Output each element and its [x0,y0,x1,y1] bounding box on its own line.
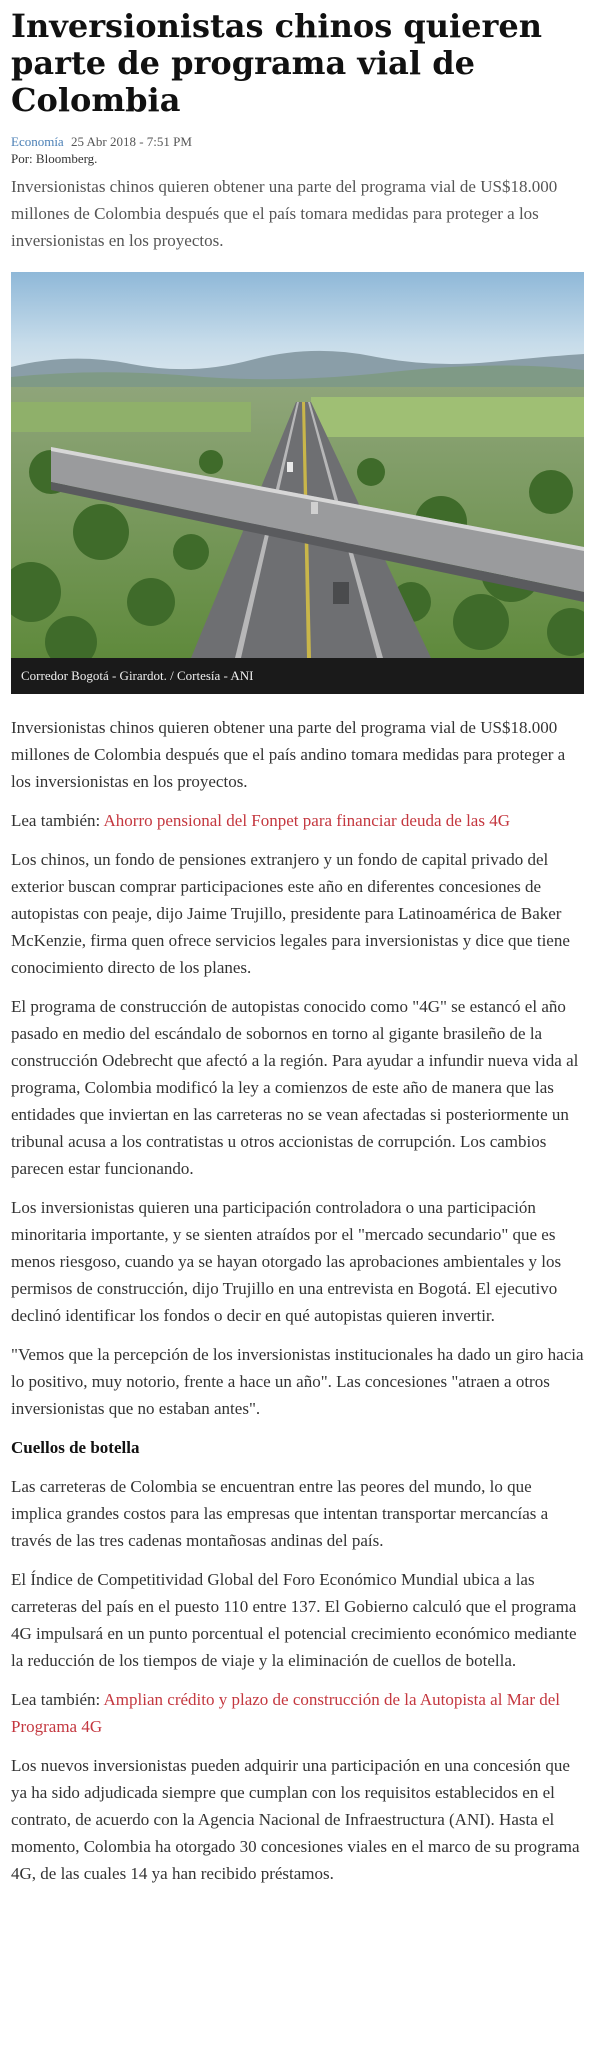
article-body [11,714,584,1887]
read-also [11,1686,584,1740]
paragraph: Inversionistas chinos quieren obtener una parte del programa vial de US$18.000 millones de Colombia después que el país andino tomara medidas para proteger a los inversionistas en los proyectos. [11,718,566,791]
paragraph: Las carreteras de Colombia se encuentran entre las peores del mundo, lo que implica grandes costos para las empresas que intentan transportar mercancías a través de las tres cadenas montañosas andinas del país. [11,1477,549,1550]
publish-date: 25 Abr 2018 - 7:51 PM [70,134,192,149]
read-also-prefix: Lea también: [11,811,104,830]
paragraph: "Vemos que la percepción de los inversionistas institucionales ha dado un giro hacia lo positivo, muy notorio, frente a hace un año". Las concesiones "atraen a otros inversionistas que no estaban antes". [11,1345,584,1418]
read-also-link[interactable]: Amplian crédito y plazo de construcción de la Autopista al Mar del Programa 4G [11,1690,561,1736]
section-subheading: Cuellos de botella [11,1438,140,1457]
article-photo [11,272,584,694]
section-link[interactable]: Economía [11,134,64,149]
paragraph: Los chinos, un fondo de pensiones extranjero y un fondo de capital privado del exterior buscan comprar participaciones este año en diferentes concesiones de autopistas con peaje, dijo Jaime Trujillo, presidente para Latinoamérica de Baker McKenzie, firma quen ofrece servicios legales para inversionistas y dice que tiene conocimiento directo de los planes. [11,850,570,977]
paragraph: El programa de construcción de autopistas conocido como "4G" se estancó el año pasado en medio del escándalo de sobornos en torno al gigante brasileño de la construcción Odebrecht que afectó a la región. Para ayudar a infundir nueva vida al programa, Colombia modificó la ley a comienzos de este año de manera que las entidades que inviertan en las carreteras no se vean afectadas si posteriormente un tribunal acusa a los contratistas u otros accionistas de corrupción. Los cambios parecen estar funcionando. [11,997,579,1178]
highway-aerial-photo [11,272,584,694]
article-headline: Inversionistas chinos quieren parte de programa vial de Colombia [11,7,542,119]
author-byline: Por: Bloomberg. [11,151,98,166]
read-also-link[interactable]: Ahorro pensional del Fonpet para financiar deuda de las 4G [103,811,510,830]
article [11,0,584,1899]
article-meta [11,133,584,167]
paragraph: Los inversionistas quieren una participación controladora o una participación minoritaria importante, y se sienten atraídos por el "mercado secundario" que es menos riesgoso, cuando ya se hayan otorgado las aprobaciones ambientales y los permisos de construcción, dijo Trujillo en una entrevista en Bogotá. El ejecutivo declinó identificar los fondos o decir en qué autopistas quieren invertir. [11,1198,562,1325]
read-also-prefix: Lea también: [11,1690,104,1709]
photo-caption: Corredor Bogotá - Girardot. / Cortesía - ANI [11,658,584,694]
paragraph: El Índice de Competitividad Global del Foro Económico Mundial ubica a las carreteras del país en el puesto 110 entre 137. El Gobierno calculó que el programa 4G impulsará en un punto porcentual el potencial crecimiento económico mediante la reducción de los tiempos de viaje y la eliminación de cuellos de botella. [11,1570,577,1670]
article-lead: Inversionistas chinos quieren obtener una parte del programa vial de US$18.000 millones de Colombia después que el país tomara medidas para proteger a los inversionistas en los proyectos. [11,177,558,250]
read-also [11,807,584,834]
paragraph: Los nuevos inversionistas pueden adquirir una participación en una concesión que ya ha sido adjudicada siempre que cumplan con los requisitos establecidos en el contrato, de acuerdo con la Agencia Nacional de Infraestructura (ANI). Hasta el momento, Colombia ha otorgado 30 concesiones viales en el marco de su programa 4G, de las cuales 14 ya han recibido préstamos. [11,1756,580,1883]
